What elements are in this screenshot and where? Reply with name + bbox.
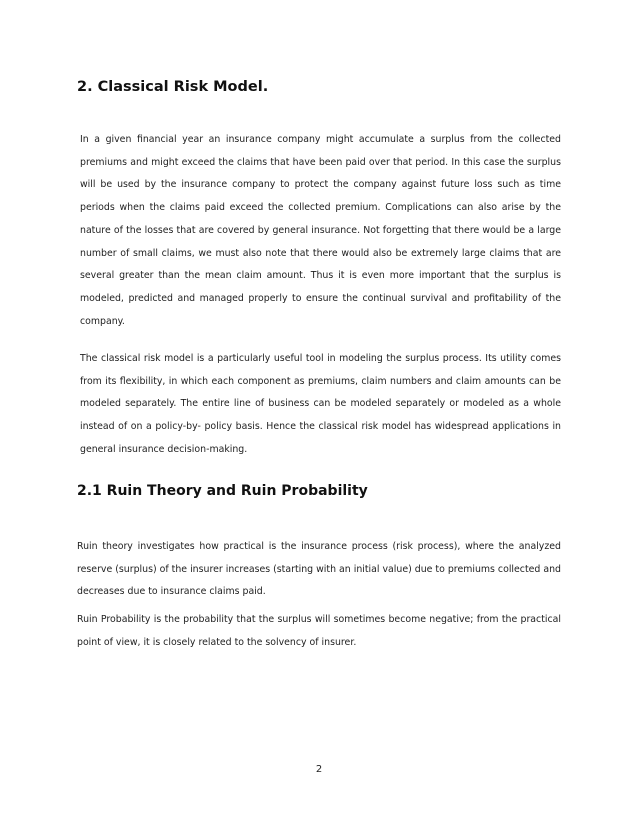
paragraph-ruin-probability: Ruin Probability is the probability that the surplus will sometimes become negative; from the practical point of view, it is closely related to the solvency of insurer. bbox=[77, 614, 561, 648]
section-heading-ruin-theory: 2.1 Ruin Theory and Ruin Probability bbox=[77, 483, 368, 499]
paragraph-ruin-theory: Ruin theory investigates how practical is the insurance process (risk process), where the analyzed reserve (surplus) of the insurer increases (starting with an initial value) due to premiums collected and decreases due to insurance claims paid. bbox=[77, 541, 561, 598]
paragraph-classical-risk-model: The classical risk model is a particularly useful tool in modeling the surplus process. Its utility comes from its flexibility, in which each component as premiums, claim numbers and claim amounts can be modeled separately. The entire line of business can be modeled separately or modeled as a whole instead of on a policy-by- policy basis. Hence the classical risk model has widespread applications in general insurance decision-making. bbox=[80, 353, 561, 455]
page-number: 2 bbox=[315, 764, 323, 775]
paragraph-surplus-intro: In a given financial year an insurance company might accumulate a surplus from the collected premiums and might exceed the claims that have been paid over that period. In this case the surplus will be used by the insurance company to protect the company against future loss such as time periods when the claims paid exceed the collected premium. Complications can also arise by the nature of the losses that are covered by general insurance. Not forgetting that there would be a large number of small claims, we must also note that there would also be extremely large claims that are several greater than the mean claim amount. Thus it is even more important that the surplus is modeled, predicted and managed properly to ensure the continual survival and profitability of the company. bbox=[80, 134, 561, 327]
section-heading-classical-risk-model: 2. Classical Risk Model. bbox=[77, 79, 269, 95]
